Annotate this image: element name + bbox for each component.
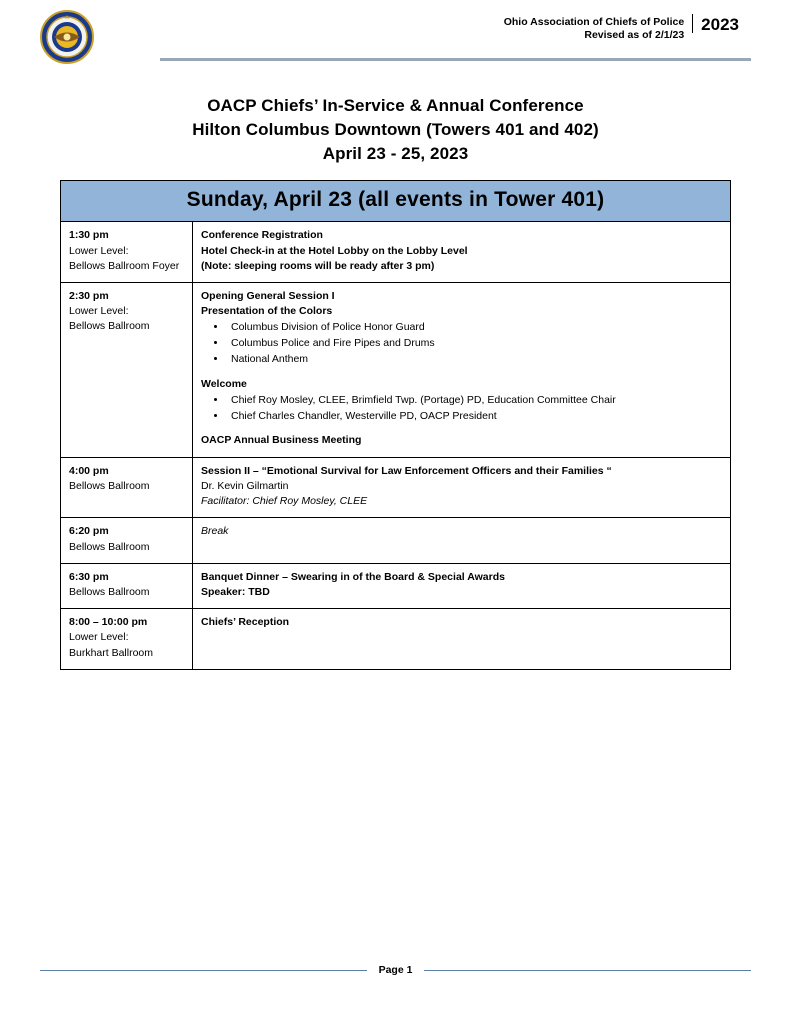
list-item: • Chief Roy Mosley, CLEE, Brimfield Twp. (Portage) PD, Education Committee Chair <box>227 393 722 409</box>
title-line-3: April 23 - 25, 2023 <box>322 144 469 164</box>
row-description-cell <box>192 283 730 458</box>
page-number: Page 1 <box>378 964 413 976</box>
table-row <box>60 609 730 670</box>
row-desc-line: Chiefs’ Reception <box>200 616 290 629</box>
row-desc-line: Conference Registration <box>200 229 323 242</box>
row-description-cell <box>192 518 730 563</box>
row-location-line: Lower Level: <box>68 244 129 257</box>
row-desc-line: (Note: sleeping rooms will be ready after 3 pm) <box>200 259 435 272</box>
row-description-cell <box>192 222 730 283</box>
table-row <box>60 222 730 283</box>
spacer <box>201 424 722 433</box>
row-time: 2:30 pm <box>68 290 109 303</box>
row-location-line: Bellows Ballroom <box>68 585 150 598</box>
row-desc-line: Facilitator: Chief Roy Mosley, CLEE <box>200 495 368 508</box>
row-time-cell <box>60 609 192 670</box>
list-item: • National Anthem <box>227 352 722 368</box>
row-time-cell <box>60 518 192 563</box>
row-desc-line: Hotel Check-in at the Hotel Lobby on the Lobby Level <box>200 244 468 257</box>
row-time: 6:20 pm <box>68 525 109 538</box>
row-desc-heading: OACP Annual Business Meeting <box>200 434 362 447</box>
row-description-cell <box>192 563 730 608</box>
row-location-line: Bellows Ballroom <box>68 320 150 333</box>
row-location-line: Lower Level: <box>68 631 129 644</box>
header-org-text <box>504 14 692 42</box>
row-desc-bullet-list <box>201 393 722 425</box>
table-row <box>60 563 730 608</box>
table-row <box>60 518 730 563</box>
row-desc-line: Break <box>200 525 229 538</box>
table-row <box>60 457 730 518</box>
row-desc-heading: Opening General Session I <box>200 290 335 303</box>
row-time-cell <box>60 283 192 458</box>
row-time-cell <box>60 457 192 518</box>
day-banner: Sunday, April 23 (all events in Tower 401) <box>60 181 730 222</box>
row-time: 8:00 – 10:00 pm <box>68 616 148 629</box>
header-year: 2023 <box>692 14 751 33</box>
document-header <box>40 0 751 82</box>
page-title <box>40 94 751 166</box>
day-banner-row <box>60 181 730 222</box>
row-location-line: Bellows Ballroom <box>68 540 150 553</box>
row-desc-heading: Welcome <box>200 377 247 390</box>
row-time: 4:00 pm <box>68 464 109 477</box>
row-desc-line: Speaker: TBD <box>200 585 270 598</box>
row-description-cell <box>192 457 730 518</box>
title-line-1: OACP Chiefs’ In-Service & Annual Conference <box>207 96 584 115</box>
table-row <box>60 283 730 458</box>
row-location-line: Lower Level: <box>68 305 129 318</box>
row-location-line: Burkhart Ballroom <box>68 646 154 659</box>
row-desc-line: Session II – “Emotional Survival for Law Enforcement Officers and their Families “ <box>200 464 612 477</box>
row-location-line: Bellows Ballroom <box>68 479 150 492</box>
row-time-cell <box>60 563 192 608</box>
header-divider <box>160 58 751 61</box>
row-description-cell <box>192 609 730 670</box>
list-item: • Columbus Police and Fire Pipes and Drums <box>227 336 722 352</box>
row-desc-line: Dr. Kevin Gilmartin <box>200 479 289 492</box>
row-desc-heading: Presentation of the Colors <box>200 305 333 318</box>
header-org-line1: Ohio Association of Chiefs of Police <box>503 16 685 28</box>
spacer <box>201 368 722 377</box>
schedule-table <box>60 180 731 669</box>
footer-divider-right <box>424 970 751 971</box>
header-org-line2: Revised as of 2/1/23 <box>584 29 685 42</box>
row-time: 1:30 pm <box>68 229 109 242</box>
oacp-seal-icon <box>40 10 94 64</box>
row-location-line: Bellows Ballroom Foyer <box>68 259 180 272</box>
row-desc-bullet-list <box>201 320 722 367</box>
list-item: • Chief Charles Chandler, Westerville PD, OACP President <box>227 409 722 425</box>
row-desc-line: Banquet Dinner – Swearing in of the Board & Special Awards <box>200 570 505 583</box>
row-time-cell <box>60 222 192 283</box>
header-org-block <box>160 14 751 58</box>
document-footer <box>40 964 751 976</box>
row-time: 6:30 pm <box>68 570 109 583</box>
footer-divider-left <box>40 970 367 971</box>
title-line-2: Hilton Columbus Downtown (Towers 401 and 402) <box>192 120 599 140</box>
list-item: • Columbus Division of Police Honor Guard <box>227 320 722 336</box>
